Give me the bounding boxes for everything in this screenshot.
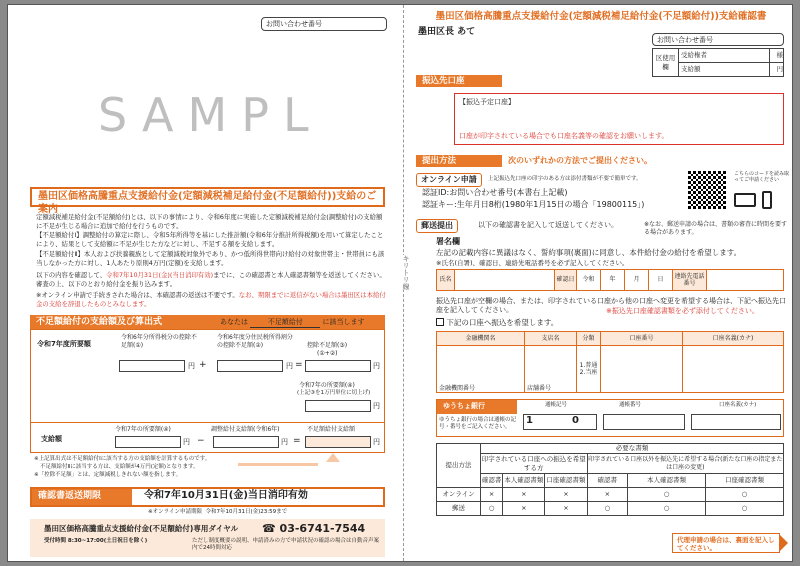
change-red: ※振込先口座確認書類を必ず添付してください。	[606, 307, 759, 315]
item1-box[interactable]	[119, 360, 185, 372]
yucho-number-input[interactable]	[603, 414, 685, 430]
intro-paragraph: 定額減税補足給付金(不足額給付)とは、以下の事情により、令和6年度に実施した定額減税補足給付金(調整給付)の支給額に不足が生じる場合に追加で給付を行うものです。	[36, 213, 383, 230]
sign-col-name: 氏名	[437, 270, 455, 291]
yucho-col-number: 通帳番号	[619, 402, 642, 408]
docs-mark: ×	[587, 488, 628, 502]
docs-group-2: 印字されている口座以外を振込先に希望する場合(新たな口座の指定または口座の変更)	[587, 454, 784, 474]
item3-label: 控除不足額(③)	[307, 342, 348, 349]
yucho-holder-input[interactable]	[691, 414, 781, 430]
yucho-label: ゆうちょ銀行	[437, 400, 517, 414]
office-use-unit-2: 円	[770, 63, 784, 77]
sign-heading: 署名欄	[436, 237, 460, 246]
method-choose: 次のいずれかの方法でご提出ください。	[508, 156, 652, 165]
item5-label: 令和7年の所要額(④)	[115, 426, 171, 433]
item6-yen: 円	[281, 438, 288, 446]
dial-title: 墨田区価格高騰重点支援給付金(不足額給付)専用ダイヤル	[44, 524, 239, 533]
item4-box[interactable]	[305, 400, 371, 412]
definition-2: 【不足額給付Ⅱ】本人および扶養親族として定額減税対象外であり、かつ低所得世帯向け給付の対象世帯主・世帯員にも該当しなかった方に対し、1人あたり原則4万円(定額)を支給します。	[36, 250, 385, 267]
docs-row-mail: 郵送	[437, 502, 481, 516]
docs-mark: ○	[481, 502, 503, 516]
up-arrow-icon	[326, 453, 340, 462]
sign-col-year[interactable]: 年	[601, 270, 625, 291]
mail-pill: 郵送提出	[416, 219, 458, 233]
bank-col-number: 口座番号	[601, 332, 683, 346]
item5-yen: 円	[183, 438, 190, 446]
dial-number[interactable]	[262, 522, 365, 536]
bank-number-input[interactable]	[601, 346, 683, 393]
sample-watermark: SAMPL	[98, 88, 323, 142]
item4-yen: 円	[373, 402, 380, 410]
office-use-unit-1: 様	[770, 49, 784, 63]
online-note-text: ※オンライン申請で手続きされた場合は、本確認書の返送は不要です。	[36, 291, 239, 299]
docs-mark: ×	[545, 488, 587, 502]
office-use-label: 区使用欄	[653, 49, 679, 77]
docs-mark: ○	[628, 488, 706, 502]
item3-formula: (①+②)	[317, 350, 338, 357]
docs-col-6: 口座確認書類	[706, 474, 784, 488]
online-note	[36, 291, 386, 308]
deadline-label: 確認書返送期限	[32, 489, 132, 505]
yucho-symbol-prefix: 1	[526, 415, 533, 426]
kind-current[interactable]: 2.当座	[579, 369, 598, 376]
inquiry-number-box	[261, 17, 387, 31]
sign-col-phone: 連絡先電話番号	[673, 270, 707, 291]
bank-col-holder: 口座名義(カナ)	[683, 332, 784, 346]
document-sheet	[7, 4, 793, 562]
instruction-deadline: 令和7年10月31日(金)(当日消印有効)	[106, 271, 214, 279]
cut-line-label: キリトリ線	[398, 255, 410, 290]
docs-mark: ×	[503, 502, 545, 516]
docs-col-2: 本人確認書類	[503, 474, 545, 488]
change-checkbox-row[interactable]	[436, 318, 558, 327]
docs-row-online: オンライン	[437, 488, 481, 502]
eligibility-line	[220, 318, 364, 328]
docs-col-5: 本人確認書類	[628, 474, 706, 488]
right-page	[408, 5, 794, 561]
mail-note: ※なお、郵送申請の場合は、書類の審査に時間を要する場合があります。	[644, 221, 788, 236]
equals-operator-2: =	[293, 436, 301, 446]
definition-1: 【不足額給付Ⅰ】調整給付の算定に際し、令和5年所得等を基にした推計額(令和6年分推計所得税額)を用いて算定したことにより、結果として支給額に不足が生じた方などに対し、不足する額を支給します。	[36, 231, 384, 248]
dial-note: ただし制度概要の説明、申請済みの方で申請状況の確認の場合は自動音声案内で24時間対応	[192, 538, 380, 551]
docs-mark: ○	[587, 502, 628, 516]
item6-label: 調整給付支給額(令和6年)	[211, 426, 280, 433]
deadline-note	[148, 509, 287, 516]
calc-divider	[31, 422, 384, 423]
yucho-col-holder: 口座名義(カナ)	[719, 402, 757, 408]
docs-col-1: 確認書	[481, 474, 503, 488]
equals-operator-1: =	[295, 360, 303, 370]
online-note-red: なお、期限までに返信がない場合は墨田区は本給付金の支給を辞退したものとみなします。	[36, 291, 386, 308]
item7-label: 不足額給付支給額	[307, 426, 356, 433]
office-use-row-2: 支給額	[679, 63, 770, 77]
docs-mark: ○	[706, 488, 784, 502]
online-pill: オンライン申請	[416, 173, 482, 187]
sign-note: ※氏名(自署)、確認日、連絡先電話番号を必ず記入してください。	[436, 259, 629, 267]
documents-table	[436, 443, 784, 516]
docs-mark: ○	[706, 502, 784, 516]
deadline-note-1: ※オンライン申請期限	[148, 509, 202, 515]
eligibility-suffix: に該当します	[322, 318, 365, 326]
yucho-col-symbol: 通帳記号	[545, 402, 568, 408]
addressee: 墨田区長 あて	[418, 27, 476, 37]
docs-mark: ×	[503, 488, 545, 502]
auth-key: 認証キー:生年月日8桁(1980年1月15日の場合「19800115」)	[422, 200, 645, 209]
guide-title: 墨田区価格高騰重点支援給付金(定額減税補足給付金(不足額給付))支給のご案内	[30, 187, 385, 207]
laptop-icon	[734, 193, 756, 207]
deadline-value: 令和7年10月31日(金)当日消印有効	[144, 490, 308, 501]
change-checkbox-label: 下記の口座へ振込を希望します。	[446, 318, 559, 327]
docs-mark: ×	[481, 488, 503, 502]
calc-note-2: 不足額給付Ⅱに該当する方は、支給額が4万円(定額)となります。	[40, 464, 199, 470]
eligibility-prefix: あなたは	[220, 318, 248, 326]
minus-operator: −	[197, 436, 205, 446]
account-section-header: 振込先口座	[416, 75, 502, 87]
deadline-box	[30, 487, 385, 507]
row2-label: 支給額	[41, 435, 62, 443]
instruction-text-a: 以下の内容を確認して、	[36, 271, 107, 279]
bank-col-name: 金融機関名	[437, 332, 525, 346]
row1-label: 令和7年度所要額	[37, 340, 91, 348]
mail-text: 以下の確認書を記入して返送してください。	[478, 221, 618, 229]
smartphone-icon	[762, 191, 772, 209]
confirmation-title: 墨田区価格高騰重点支援給付金(定額減税補足給付金(不足額給付))支給確認書	[435, 11, 767, 22]
sign-col-month[interactable]: 月	[625, 270, 649, 291]
calc-section-header: 不足額給付の支給額及び算出式	[30, 315, 385, 329]
item7-box[interactable]	[305, 436, 371, 448]
docs-col-4: 確認書	[587, 474, 628, 488]
bank-holder-input[interactable]	[683, 346, 784, 393]
sign-col-reiwa[interactable]: 令和	[577, 270, 601, 291]
qr-code-icon[interactable]	[688, 171, 726, 209]
method-section-header: 提出方法	[416, 155, 502, 167]
eligibility-value: 不足額給付	[250, 318, 320, 328]
branch-code-label: 店舗番号	[527, 384, 552, 392]
yucho-symbol-suffix: 0	[572, 415, 579, 426]
item2-label: 令和6年度分住民税所得割分の控除不足額(②)	[217, 334, 293, 349]
dial-box	[30, 519, 385, 557]
bank-col-kind: 分類	[577, 332, 601, 346]
docs-mark: ×	[545, 502, 587, 516]
kind-ordinary[interactable]: 1.普通	[579, 361, 598, 369]
left-page	[8, 5, 400, 561]
docs-col-3: 口座確認書類	[545, 474, 587, 488]
proxy-note: 代理申請の場合は、裏面を記入してください。	[672, 533, 780, 553]
docs-heading: 必要な書類	[481, 444, 784, 454]
office-use-table	[652, 48, 784, 77]
item1-label: 令和6年分所得税分の控除不足額(①)	[121, 334, 197, 349]
qr-caption: こちらのコードを読み取ってご申請ください	[734, 171, 790, 184]
item7-yen: 円	[373, 438, 380, 446]
item6-box[interactable]	[213, 436, 279, 448]
planned-account-box	[454, 93, 784, 145]
change-checkbox[interactable]	[436, 318, 444, 326]
item4-label: 令和7年の所要額(④)	[299, 382, 355, 389]
change-text: 振込先口座が空欄の場合、または、印字されている口座から他の口座へ変更を希望する場合は、下記へ振込先口座を記入してください。	[436, 297, 786, 314]
arrow-line	[238, 463, 318, 466]
item3-box[interactable]	[305, 360, 371, 372]
docs-mark: ○	[628, 502, 706, 516]
inquiry-number-label: お問い合わせ番号	[266, 20, 322, 28]
kind-cell[interactable]	[577, 346, 601, 393]
signature-table	[436, 269, 784, 291]
plus-operator: +	[199, 360, 207, 370]
sign-phone-input[interactable]	[707, 270, 784, 291]
bank-col-branch: 支店名	[525, 332, 577, 346]
item3-yen: 円	[373, 362, 380, 370]
auth-id: 認証ID:お問い合わせ番号(本書右上記載)	[422, 188, 568, 197]
bank-table	[436, 331, 784, 393]
sign-col-date: 確認日	[555, 270, 577, 291]
instruction-paragraph	[36, 271, 386, 288]
phone-icon: ☎	[262, 522, 276, 535]
right-inquiry-box	[652, 33, 784, 46]
yucho-symbol-input[interactable]	[523, 414, 597, 430]
branch-code-cell[interactable]	[525, 346, 577, 393]
instruction-text-b: までに、この確認書と本人確認書類等を返送してください。審査の上、以下のとおり給付金を振り込みます。	[36, 271, 386, 288]
item2-box[interactable]	[217, 360, 283, 372]
yucho-box	[436, 399, 784, 437]
docs-method-header: 提出方法	[437, 444, 481, 488]
bank-code-label: 金融機関番号	[439, 384, 476, 392]
item2-yen: 円	[286, 362, 293, 370]
sign-text: 左記の記載内容に異議はなく、誓約事項(裏面)に同意し、本件給付金の給付を希望します。	[436, 248, 742, 257]
item5-box[interactable]	[115, 436, 181, 448]
planned-account-label: 【振込予定口座】	[459, 98, 515, 106]
docs-group-1: 印字されている口座への振込を希望する方	[481, 455, 586, 472]
right-inquiry-label: お問い合わせ番号	[657, 36, 713, 44]
arrow-right-icon	[780, 535, 788, 551]
bank-code-cell[interactable]	[437, 346, 525, 393]
online-text: 上記振込先口座の印字のある方は添付書類が不要で簡単です。	[488, 176, 642, 182]
account-notice: 口座が印字されている場合でも口座名義等の確認をお願いします。	[459, 132, 669, 140]
item4-note: (上記③を1万円単位に切上げ)	[297, 390, 371, 396]
calc-note-3: ※「控除不足額」とは、定額減税しきれない額を指します。	[34, 472, 182, 478]
item1-yen: 円	[188, 362, 195, 370]
office-use-row-1: 受給権者	[679, 49, 770, 63]
sign-col-day[interactable]: 日	[649, 270, 673, 291]
calc-box	[30, 329, 385, 453]
deadline-note-2: 令和7年10月31日(金)23:59まで	[205, 509, 288, 515]
dial-hours: 受付時間 8:30~17:00(土日祝日を除く)	[44, 538, 148, 544]
yucho-note: ゆうちょ銀行の場合は通帳の記号・番号をご記入ください。	[439, 417, 517, 430]
sign-name-input[interactable]	[455, 270, 555, 291]
calc-note-1: ※上記算出式は不足額給付Ⅰに該当する方の支給額を計算するものです。	[34, 456, 211, 462]
dial-number-text: 03-6741-7544	[279, 522, 366, 535]
